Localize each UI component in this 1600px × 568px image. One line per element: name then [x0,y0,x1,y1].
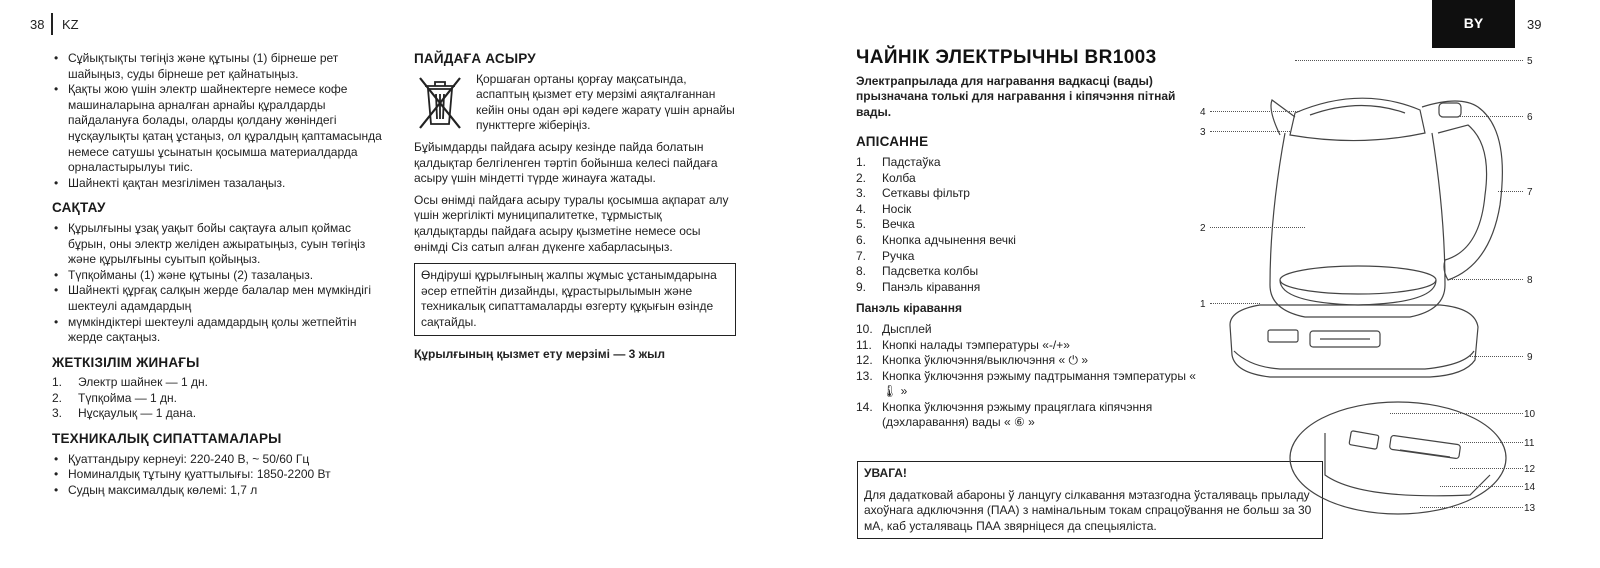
callout-leader [1210,111,1300,112]
callout-1: 1 [1200,299,1206,310]
manufacturer-notice-box: Өндіруші құрылғының жалпы жұмыс ұстанымдарына әсер етпейтін дизайнды, құрастырылымын және техникалық сипаттамаларды өзгерту құқығын өзінде сақтайды. [414,263,736,335]
delivery-list [52,375,382,422]
warning-text: Для дадатковай абароны ў ланцугу сілкавання мэтазгодна ўсталяваць прыладу ахоўнага адключэння (ПАА) з намінальным токам спрацоўвання не больш за 30 мА, каб усталяваць ПАА звярніцеся да спецыяліста. [864,487,1312,533]
list-item: 3. Сеткавы фільтр [856,186,970,201]
callout-leader [1498,191,1523,192]
list-item: 8. Падсветка колбы [856,264,979,279]
callout-leader [1210,131,1290,132]
disposal-paragraph: Бұйымдарды пайдаға асыру кезінде пайда болатын қалдықтар белгіленген тәртіп бойынша келесі пайдаға асыру үшін міндетті түрде жинауға жатады. [414,139,718,186]
service-life: Құрылғының қызмет ету мерзімі — 3 жыл [414,346,666,361]
list-item: 7. Ручка [856,248,915,263]
list-item: • Шайнекті құрғақ салқын жерде балалар мен мүмкіндігі шектеулі адамдардың [52,283,382,314]
list-item: • Қуаттандыру кернеуі: 220-240 В, ~ 50/60 Гц [52,452,382,468]
callout-4: 4 [1200,107,1206,118]
callout-13: 13 [1524,503,1536,514]
list-item: 11. Кнопкі налады тэмпературы «-/+» [856,337,1070,352]
parts-list [856,155,1196,295]
list-item: • Сұйықтықты төгіңіз және құтыны (1) бірнеше рет шайыңыз, суды бірнеше рет қайнатыңыз. [52,51,382,82]
list-item: 9. Панэль кіравання [856,279,981,294]
panel-list [856,322,1196,431]
list-item: 10. Дысплей [856,321,932,336]
callout-12: 12 [1524,464,1536,475]
callout-3: 3 [1200,127,1206,138]
language-label-kz: KZ [62,17,79,32]
callout-leader [1210,303,1260,304]
callout-leader [1460,116,1523,117]
callout-8: 8 [1527,275,1533,286]
list-item: 13. Кнопка ўключэння рэжыму падтрымання тэмпературы « 🌡 » [856,368,1196,399]
storage-heading: САҚТАУ [52,200,106,216]
callout-leader [1470,356,1523,357]
callout-leader [1450,468,1523,469]
kettle-illustration [1210,55,1530,525]
disposal-heading: ПАЙДАҒА АСЫРУ [414,51,536,66]
kz-column-2 [414,51,736,362]
callout-leader [1450,279,1523,280]
list-item: • Шайнекті қақтан мезгілімен тазалаңыз. [52,176,382,192]
list-item: 4. Носік [856,201,912,216]
callout-7: 7 [1527,187,1533,198]
callout-9: 9 [1527,352,1533,363]
callout-leader [1460,442,1523,443]
list-item: 14. Кнопка ўключэння рэжыму працяглага кіпячэння (дэхлаpавання) вады « ⑥ » [856,399,1153,430]
power-icon: ⏻ [1068,353,1078,368]
panel-heading: Панэль кіравання [856,301,962,316]
list-item: 12. Кнопка ўключэння/выключэння « ⏻ » [856,353,1089,368]
callout-14: 14 [1524,482,1536,493]
header-separator [51,13,53,35]
page-number-left: 38 [30,17,45,32]
by-column [856,47,1196,431]
list-item: 5. Вечка [856,217,915,232]
kz-column-1 [52,51,382,498]
list-item: 6. Кнопка адчынення вечкі [856,232,1016,247]
language-tab-by: BY [1432,0,1515,48]
warning-heading: УВАГА! [864,466,907,480]
list-item: • Номиналдық тұтыну қуаттылығы: 1850-2200 Вт [52,467,382,483]
list-item: • Түпқойманы (1) және құтыны (2) тазалаңыз. [52,268,382,284]
description-heading: АПІСАННЕ [856,134,929,150]
list-item: • мүмкіндіктері шектеулі адамдардың қолы жетпейтін жерде сақтаңыз. [52,315,382,346]
disposal-icon-text: Қоршаған ортаны қорғау мақсатында, аспаптың қызмет ету мерзімі аяқталғаннан кейін оны одан әрі кәдеге жарату үшін арнайы пункттерге жіберіңіз. [476,71,735,133]
callout-leader [1295,60,1523,61]
product-intro: Электрапрылада для награвання вадкасці (вады) прызначана толькі для награвання і кіпячэння пітнай вады. [856,73,1176,119]
list-item: • Қақты жою үшін электр шайнектерге немесе кофе машиналарына арналған арнайы құралдарды пайдалануға болады, оларды қолдану жөніндегі нұсқаулықты қатаң ұстаңыз, ол құралдың қаптамасында немесе сатушы ұсынатын қосымша материалдарда орналастырылуы тиіс. [52,82,382,176]
storage-list [52,221,382,346]
list-item: • Құрылғыны ұзақ уақыт бойы сақтауға алып қоймас бұрын, оны электр желіден ажыратыңыз, суын төгіңіз және құрылғыны суытып қойыңыз. [52,221,382,268]
list-item: 1. Электр шайнек — 1 дн. [52,375,208,390]
callout-leader [1390,413,1523,414]
list-item: 2. Түпқойма — 1 дн. [52,390,178,405]
disposal-paragraph: Осы өнімді пайдаға асыру туралы қосымша ақпарат алу үшін жергілікті муниципалитетке, тұрмыстық қалдықтарды пайдаға асыру қызметіне немесе осы өнімді Сіз сатып алған дүкенге хабарласыңыз. [414,192,729,254]
list-item: 1. Падстаўка [856,154,941,169]
specs-heading: ТЕХНИКАЛЫҚ СИПАТТАМАЛАРЫ [52,431,282,447]
list-item: 3. Нұсқаулық — 1 дана. [52,406,197,421]
callout-5: 5 [1527,56,1533,67]
list-item: • Судың максималдық көлемі: 1,7 л [52,483,382,499]
callout-leader [1440,486,1523,487]
callout-2: 2 [1200,223,1206,234]
specs-list [52,452,382,499]
callout-leader [1210,227,1305,228]
page-number-right: 39 [1527,17,1542,32]
care-list [52,51,382,191]
callout-10: 10 [1524,409,1536,420]
thermometer-icon: 🌡 [882,384,898,399]
product-title: ЧАЙНІК ЭЛЕКТРЫЧНЫ BR1003 [856,47,1157,68]
callout-11: 11 [1524,438,1535,449]
callout-6: 6 [1527,112,1533,123]
boil-mode-icon: ⑥ [1014,415,1025,430]
callout-leader [1420,507,1523,508]
delivery-heading: ЖЕТКІЗІЛІМ ЖИНАҒЫ [52,354,200,370]
crossed-bin-icon [414,72,466,132]
list-item: 2. Колба [856,170,916,185]
disposal-intro [414,72,736,134]
